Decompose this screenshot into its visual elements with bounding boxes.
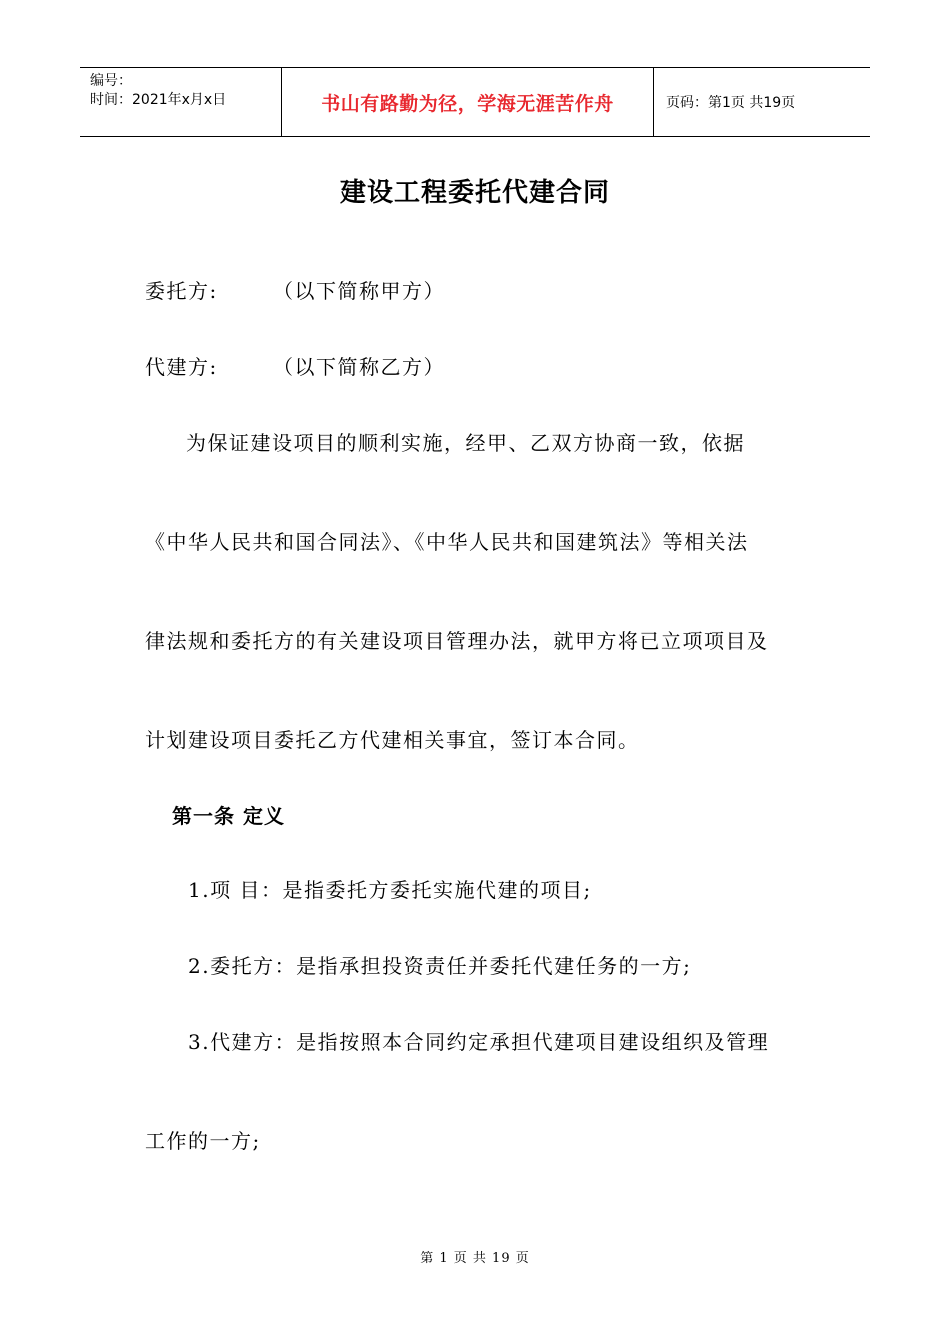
definition-item: 3.代建方：是指按照本合同约定承担代建项目建设组织及管理	[188, 1030, 770, 1054]
agent-note: （以下简称乙方）	[273, 355, 445, 379]
document-title: 建设工程委托代建合同	[339, 178, 610, 208]
header-meta	[80, 68, 282, 136]
document-time-label: 时间：2021年x月x日	[90, 92, 227, 108]
definition-item-continuation: 工作的一方;	[145, 1129, 261, 1153]
client-note: （以下简称甲方）	[273, 279, 445, 303]
client-label: 委托方:	[145, 279, 218, 303]
definition-item: 1.项 目：是指委托方委托实施代建的项目;	[188, 878, 592, 902]
agent-party-line	[145, 351, 445, 380]
header-page-cell	[654, 68, 870, 136]
intro-paragraph-line: 为保证建设项目的顺利实施，经甲、乙双方协商一致，依据	[186, 431, 745, 455]
agent-label: 代建方:	[145, 355, 218, 379]
definition-item: 2.委托方：是指承担投资责任并委托代建任务的一方;	[188, 954, 692, 978]
intro-paragraph-line: 计划建设项目委托乙方代建相关事宜，签订本合同。	[145, 728, 640, 752]
client-party-line	[145, 275, 445, 304]
page-footer: 第 1 页 共 19 页	[420, 1251, 530, 1266]
page-header	[80, 67, 870, 137]
header-motto: 书山有路勤为径，学海无涯苦作舟	[321, 92, 614, 115]
intro-paragraph-line: 律法规和委托方的有关建设项目管理办法，就甲方将已立项项目及	[145, 629, 769, 653]
article-1-heading: 第一条 定义	[172, 804, 285, 828]
header-page-info: 页码：第1页 共19页	[666, 95, 796, 111]
intro-paragraph-line: 《中华人民共和国合同法》、《中华人民共和国建筑法》等相关法	[145, 530, 749, 554]
document-number-label: 编号：	[90, 73, 132, 89]
header-motto-cell	[282, 68, 654, 136]
